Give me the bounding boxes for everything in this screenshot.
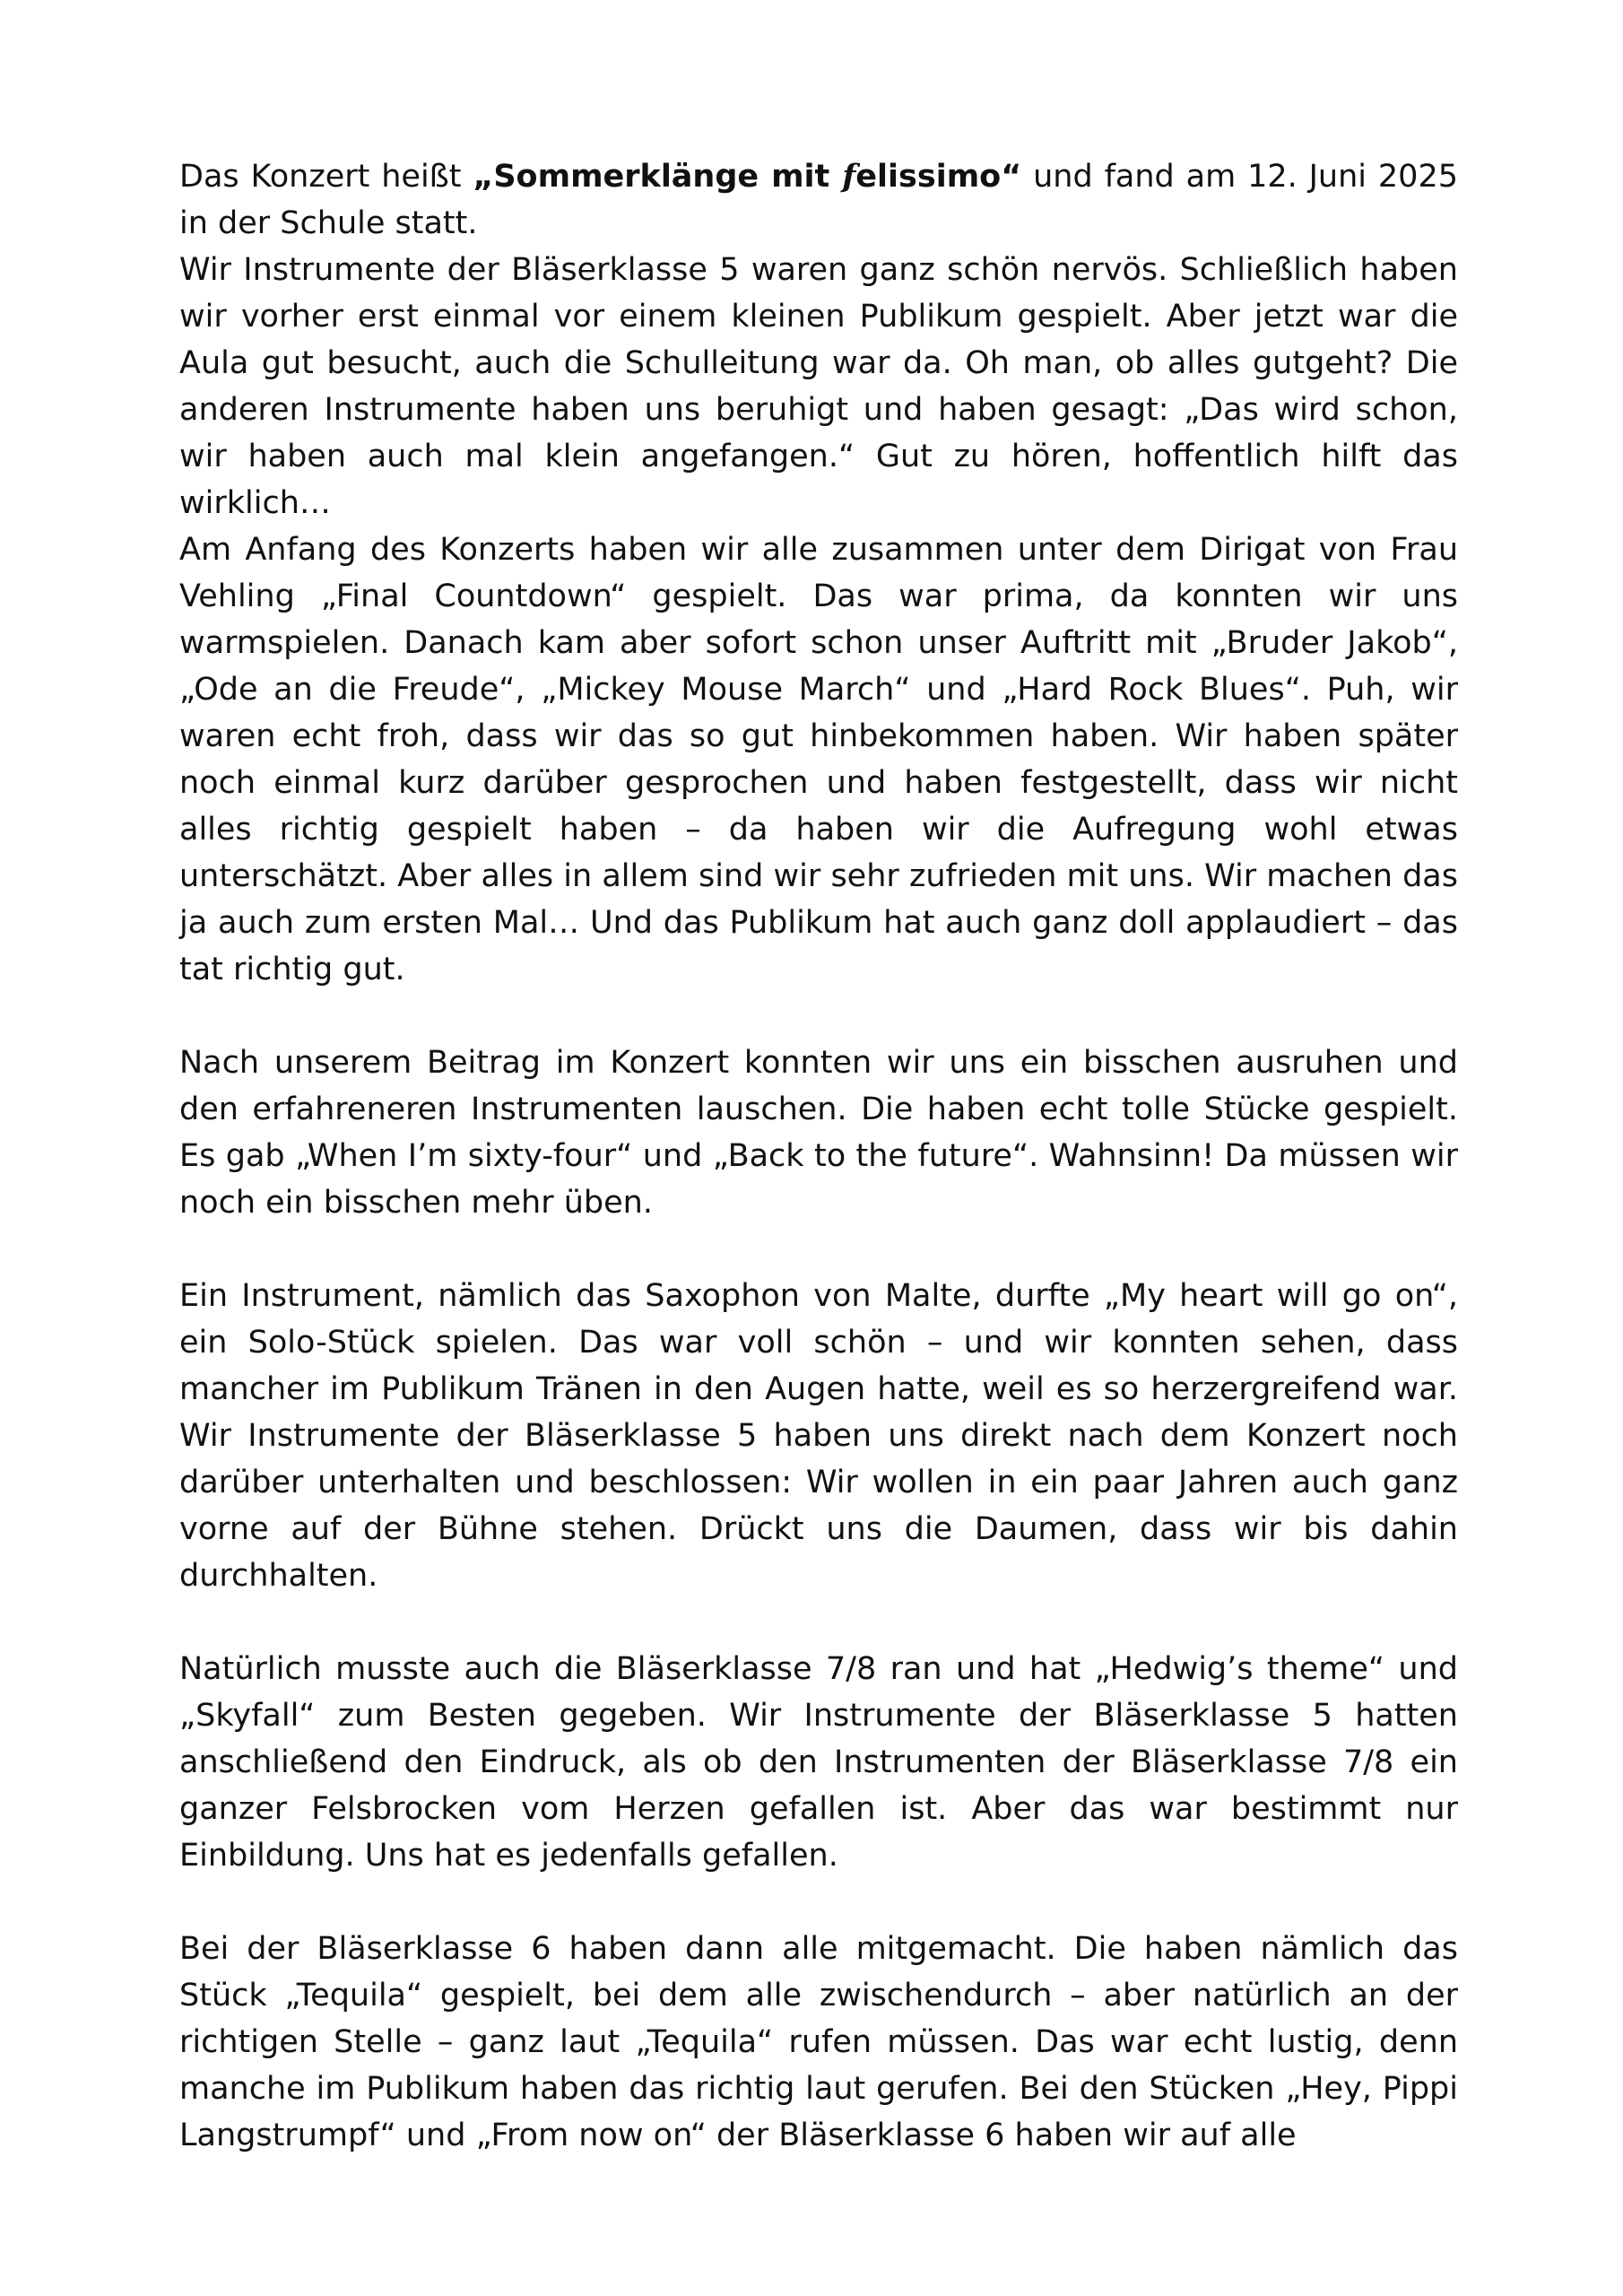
paragraph-gap [179, 993, 1458, 1039]
concert-title-open: „Sommerklänge mit [473, 159, 843, 195]
concert-title-close: elissimo“ [855, 159, 1022, 195]
concert-title-italic-letter: f [842, 158, 856, 195]
paragraph-nervous: Wir Instrumente der Bläserklasse 5 waren ganz schön nervös. Schließlich haben wir vorher erst einmal vor einem kleinen Publikum gespielt. Aber jetzt war die Aula gut besucht, auch die Schulleitung war da. Oh man, ob alles gutgeht? Die anderen Instrumente haben uns beruhigt und haben gesagt: „Das wird schon, wir haben auch mal klein angefangen.“ Gut zu hören, hoffentlich hilft das wirklich… [179, 252, 1458, 521]
concert-title [473, 159, 1021, 195]
paragraph-opening: Am Anfang des Konzerts haben wir alle zusammen unter dem Dirigat von Frau Vehling „Final Countdown“ gespielt. Das war prima, da konnten wir uns warmspielen. Danach kam aber sofort schon unser Auftritt mit „Bruder Jakob“, „Ode an die Freude“, „Mickey Mouse March“ und „Hard Rock Blues“. Puh, wir waren echt froh, dass wir das so gut hinbekommen haben. Wir haben später noch einmal kurz darüber gesprochen und haben festgestellt, dass wir nicht alles richtig gespielt haben – da haben wir die Aufregung wohl etwas unterschätzt. Aber alles in allem sind wir sehr zufrieden mit uns. Wir machen das ja auch zum ersten Mal… Und das Publikum hat auch ganz doll applaudiert – das tat richtig gut. [179, 532, 1458, 987]
paragraph-class-6: Bei der Bläserklasse 6 haben dann alle mitgemacht. Die haben nämlich das Stück „Tequila“ gespielt, bei dem alle zwischendurch – aber natürlich an der richtigen Stelle – ganz laut „Tequila“ rufen müssen. Das war echt lustig, denn manche im Publikum haben das richtig laut gerufen. Bei den Stücken „Hey, Pippi Langstrumpf“ und „From now on“ der Bläserklasse 6 haben wir auf alle [179, 1931, 1458, 2153]
paragraph-gap [179, 1599, 1458, 1646]
paragraph-saxophone-solo: Ein Instrument, nämlich das Saxophon von Malte, durfte „My heart will go on“, ein Solo-Stück spielen. Das war voll schön – und wir konnten sehen, dass mancher im Publikum Tränen in den Augen hatte, weil es so herzergreifend war. Wir Instrumente der Bläserklasse 5 haben uns direkt nach dem Konzert noch darüber unterhalten und beschlossen: Wir wollen in ein paar Jahren auch ganz vorne auf der Bühne stehen. Drückt uns die Daumen, dass wir bis dahin durchhalten. [179, 1278, 1458, 1594]
intro-text-before-title: Das Konzert heißt [179, 159, 473, 195]
intro-text-after-title: und fand am 12. Juni 2025 in der Schule statt. [179, 159, 1458, 241]
paragraph-listening: Nach unserem Beitrag im Konzert konnten wir uns ein bisschen ausruhen und den erfahreneren Instrumenten lauschen. Die haben echt tolle Stücke gespielt. Es gab „When I’m sixty-four“ und „Back to the future“. Wahnsinn! Da müssen wir noch ein bisschen mehr üben. [179, 1045, 1458, 1221]
paragraph-class-7-8: Natürlich musste auch die Bläserklasse 7/8 ran und hat „Hedwig’s theme“ und „Skyfall“ zum Besten gegeben. Wir Instrumente der Bläserklasse 5 hatten anschließend den Eindruck, als ob den Instrumenten der Bläserklasse 7/8 ein ganzer Felsbrocken vom Herzen gefallen ist. Aber das war bestimmt nur Einbildung. Uns hat es jedenfalls gefallen. [179, 1651, 1458, 1874]
paragraph-gap [179, 1879, 1458, 1926]
paragraph-gap [179, 1226, 1458, 1273]
document-page [179, 153, 1458, 2159]
intro-paragraph [179, 153, 1458, 247]
